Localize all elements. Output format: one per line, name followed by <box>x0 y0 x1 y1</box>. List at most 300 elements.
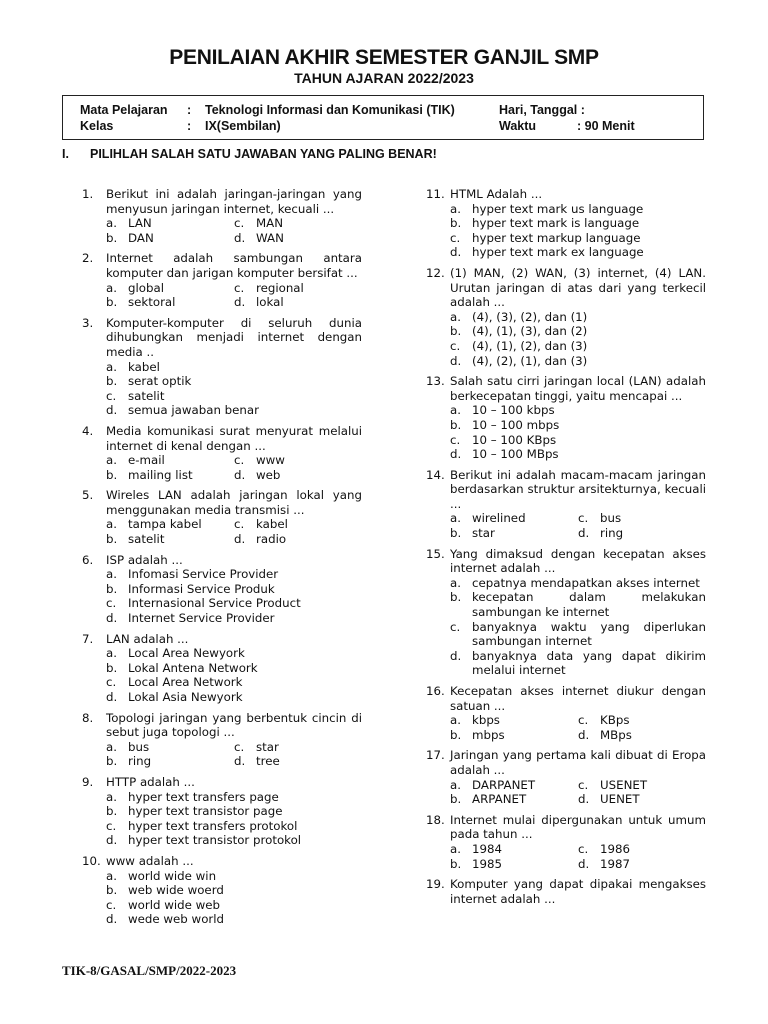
option-text: MAN <box>256 216 284 231</box>
option-text: Infomasi Service Provider <box>128 567 279 582</box>
answer-option <box>450 231 706 246</box>
option-letter: a. <box>106 517 117 532</box>
option-letter: b. <box>106 581 118 596</box>
question-number: 8. <box>82 710 94 725</box>
option-letter: b. <box>106 532 118 547</box>
question-item <box>82 488 362 546</box>
question-text: Kecepatan akses internet diukur dengan satuan ... <box>450 684 706 713</box>
option-text: mbps <box>472 727 505 742</box>
question-text: Jaringan yang pertama kali dibuat di Eropa adalah ... <box>450 748 706 777</box>
question-number: 4. <box>82 423 94 438</box>
answer-option <box>106 231 234 246</box>
question-item <box>82 854 362 927</box>
option-text: bus <box>600 511 622 526</box>
option-text: KBps <box>600 713 630 728</box>
option-letter: a. <box>450 777 461 792</box>
question-number: 3. <box>82 315 94 330</box>
option-text: hyper text markup language <box>472 230 641 245</box>
option-letter: d. <box>578 856 590 871</box>
option-letter: a. <box>106 739 117 754</box>
answer-options <box>106 517 362 546</box>
option-text: 10 – 100 KBps <box>472 432 557 447</box>
option-text: world wide win <box>128 868 217 883</box>
answer-option <box>450 202 706 217</box>
option-letter: b. <box>106 295 118 310</box>
question-item <box>82 424 362 482</box>
answer-option <box>578 778 706 793</box>
exam-info-box <box>62 95 704 140</box>
option-letter: a. <box>106 216 117 231</box>
option-letter: b. <box>106 467 118 482</box>
question-item <box>426 684 706 742</box>
option-letter: b. <box>106 230 118 245</box>
option-text: serat optik <box>128 374 192 389</box>
answer-option <box>450 792 578 807</box>
question-item <box>82 187 362 245</box>
option-letter: a. <box>106 567 117 582</box>
option-text: cepatnya mendapatkan akses internet <box>472 575 700 590</box>
option-letter: a. <box>106 359 117 374</box>
option-letter: d. <box>106 403 118 418</box>
question-column-right <box>426 187 706 912</box>
option-text: (4), (1), (3), dan (2) <box>472 324 588 339</box>
question-number: 15. <box>426 546 445 561</box>
answer-option <box>106 690 362 705</box>
option-letter: a. <box>106 453 117 468</box>
option-text: wede web world <box>128 912 225 927</box>
answer-option <box>450 857 578 872</box>
question-number: 1. <box>82 187 94 201</box>
question-number: 18. <box>426 812 445 827</box>
option-text: tree <box>256 754 280 769</box>
date-label: Hari, Tanggal : <box>499 103 585 117</box>
exam-title: PENILAIAN AKHIR SEMESTER GANJIL SMP <box>169 46 599 69</box>
question-item <box>82 632 362 705</box>
option-text: banyaknya waktu yang diperlukan sambungan internet <box>472 619 706 649</box>
option-text: Local Area Newyork <box>128 646 245 661</box>
option-letter: d. <box>234 754 246 769</box>
question-text: Media komunikasi surat menyurat melalui internet di kenal dengan ... <box>106 423 362 453</box>
option-letter: a. <box>106 646 117 661</box>
answer-option <box>450 216 706 231</box>
option-text: e-mail <box>128 453 165 468</box>
question-text: Komputer-komputer di seluruh dunia dihubungkan menjadi internet dengan media .. <box>106 315 362 359</box>
question-item <box>426 877 706 906</box>
answer-options <box>450 713 706 742</box>
question-number: 10. <box>82 853 101 868</box>
answer-options <box>106 453 362 482</box>
answer-options <box>450 202 706 260</box>
answer-option <box>578 728 706 743</box>
time-label: Waktu <box>499 119 537 133</box>
question-number: 9. <box>82 774 94 789</box>
answer-option <box>106 790 362 805</box>
answer-option <box>450 354 706 369</box>
answer-option <box>106 216 234 231</box>
option-letter: d. <box>578 727 590 742</box>
option-letter: d. <box>450 353 462 368</box>
option-text: ARPANET <box>472 792 527 807</box>
option-letter: b. <box>450 324 462 339</box>
answer-option <box>106 883 362 898</box>
answer-option <box>106 740 234 755</box>
option-text: regional <box>256 280 304 295</box>
option-text: 1984 <box>472 841 503 856</box>
option-letter: c. <box>234 280 245 295</box>
class-label: Kelas <box>80 119 114 133</box>
option-text: kbps <box>472 713 500 728</box>
section-instruction: PILIHLAH SALAH SATU JAWABAN YANG PALING BENAR! <box>90 147 437 161</box>
option-text: ring <box>128 754 152 769</box>
option-text: wirelined <box>472 511 526 526</box>
option-letter: c. <box>106 596 117 611</box>
answer-option <box>106 403 362 418</box>
option-text: hyper text mark us language <box>472 201 644 216</box>
option-text: Lokal Antena Network <box>128 660 258 675</box>
answer-options <box>106 646 362 704</box>
answer-option <box>578 526 706 541</box>
question-number: 11. <box>426 187 445 201</box>
answer-option <box>450 339 706 354</box>
answer-option <box>234 517 362 532</box>
option-text: 10 – 100 mbps <box>472 417 560 432</box>
question-text: Internet mulai dipergunakan untuk umum pada tahun ... <box>450 812 706 842</box>
option-letter: d. <box>578 792 590 807</box>
option-text: kabel <box>256 517 288 532</box>
option-text: hyper text transistor protokol <box>128 833 302 848</box>
option-text: tampa kabel <box>128 517 202 532</box>
option-text: global <box>128 280 164 295</box>
answer-option <box>450 728 578 743</box>
option-letter: b. <box>450 590 462 605</box>
question-text: HTTP adalah ... <box>106 774 195 789</box>
question-item <box>426 374 706 462</box>
option-text: 1987 <box>600 856 631 871</box>
option-letter: c. <box>578 777 589 792</box>
answer-option <box>234 216 362 231</box>
option-letter: a. <box>450 309 461 324</box>
answer-option <box>450 403 706 418</box>
option-text: 1985 <box>472 856 503 871</box>
question-item <box>82 775 362 848</box>
option-text: (4), (3), (2), dan (1) <box>472 309 588 324</box>
question-number: 6. <box>82 552 94 567</box>
answer-option <box>234 281 362 296</box>
option-text: web wide woerd <box>128 883 224 898</box>
option-text: mailing list <box>128 467 193 482</box>
option-letter: b. <box>450 417 462 432</box>
option-letter: a. <box>450 201 461 216</box>
option-text: ring <box>600 526 624 541</box>
option-letter: a. <box>450 511 461 526</box>
option-text: www <box>256 453 285 468</box>
question-item <box>82 553 362 626</box>
option-letter: b. <box>450 526 462 541</box>
question-item <box>426 547 706 678</box>
option-letter: d. <box>450 245 462 260</box>
option-letter: c. <box>106 675 117 690</box>
answer-options <box>106 869 362 927</box>
answer-option <box>578 842 706 857</box>
answer-option <box>234 453 362 468</box>
option-text: MBps <box>600 727 632 742</box>
answer-option <box>234 468 362 483</box>
option-text: 10 – 100 kbps <box>472 403 555 418</box>
answer-option <box>450 778 578 793</box>
option-text: lokal <box>256 295 284 310</box>
answer-option <box>450 511 578 526</box>
answer-option <box>106 453 234 468</box>
answer-options <box>450 778 706 807</box>
option-letter: a. <box>106 789 117 804</box>
option-text: hyper text mark ex language <box>472 245 644 260</box>
question-item <box>82 316 362 418</box>
answer-options <box>450 576 706 678</box>
option-text: world wide web <box>128 897 221 912</box>
question-text: Yang dimaksud dengan kecepatan akses internet adalah ... <box>450 546 706 576</box>
option-letter: b. <box>106 374 118 389</box>
option-text: (4), (1), (2), dan (3) <box>472 338 588 353</box>
answer-option <box>578 857 706 872</box>
option-letter: b. <box>106 754 118 769</box>
option-text: web <box>256 467 281 482</box>
option-letter: d. <box>106 833 118 848</box>
question-number: 7. <box>82 631 94 646</box>
option-letter: d. <box>234 295 246 310</box>
answer-option <box>450 649 706 678</box>
question-text: Komputer yang dapat dipakai mengakses internet adalah ... <box>450 877 706 906</box>
option-letter: d. <box>234 230 246 245</box>
option-text: Internasional Service Product <box>128 596 301 611</box>
answer-option <box>450 526 578 541</box>
question-text: (1) MAN, (2) WAN, (3) internet, (4) LAN. Urutan jaringan di atas dari yang terkecil adalah ... <box>450 265 706 310</box>
option-letter: b. <box>450 216 462 231</box>
question-text: ISP adalah ... <box>106 552 183 567</box>
question-item <box>426 748 706 806</box>
option-letter: c. <box>450 230 461 245</box>
question-text: LAN adalah ... <box>106 631 189 646</box>
answer-option <box>106 869 362 884</box>
answer-option <box>106 389 362 404</box>
question-text: Berikut ini adalah jaringan-jaringan yang menyusun jaringan internet, kecuali ... <box>106 187 362 216</box>
option-letter: a. <box>450 841 461 856</box>
option-text: 10 – 100 MBps <box>472 447 559 462</box>
question-item <box>82 711 362 769</box>
answer-options <box>106 281 362 310</box>
document-code: TIK-8/GASAL/SMP/2022-2023 <box>62 963 237 978</box>
option-letter: c. <box>578 511 589 526</box>
option-letter: d. <box>450 447 462 462</box>
option-letter: d. <box>234 532 246 547</box>
option-text: bus <box>128 739 150 754</box>
answer-option <box>106 819 362 834</box>
time-value: : 90 Menit <box>577 119 635 133</box>
option-text: WAN <box>256 230 284 245</box>
answer-option <box>234 532 362 547</box>
answer-option <box>450 310 706 325</box>
question-item <box>426 266 706 368</box>
question-number: 16. <box>426 684 445 698</box>
answer-option <box>450 620 706 649</box>
answer-options <box>450 842 706 871</box>
answer-option <box>450 576 706 591</box>
option-letter: c. <box>234 517 245 532</box>
section-number: I. <box>62 147 69 161</box>
answer-option <box>450 713 578 728</box>
option-text: LAN <box>128 216 152 231</box>
option-letter: c. <box>106 818 117 833</box>
option-letter: d. <box>578 526 590 541</box>
option-letter: c. <box>450 432 461 447</box>
option-letter: c. <box>450 338 461 353</box>
question-number: 2. <box>82 251 94 266</box>
class-value: IX(Sembilan) <box>205 119 281 133</box>
option-text: DAN <box>128 230 154 245</box>
answer-option <box>106 468 234 483</box>
option-text: satelit <box>128 532 165 547</box>
question-text: HTML Adalah ... <box>450 187 543 201</box>
question-number: 13. <box>426 374 445 389</box>
option-letter: c. <box>234 739 245 754</box>
answer-options <box>106 740 362 769</box>
option-text: (4), (2), (1), dan (3) <box>472 353 588 368</box>
question-number: 19. <box>426 877 445 892</box>
answer-option <box>578 792 706 807</box>
answer-option <box>234 740 362 755</box>
option-text: DARPANET <box>472 777 536 792</box>
question-text: Wireles LAN adalah jaringan lokal yang menggunakan media transmisi ... <box>106 488 362 517</box>
option-letter: c. <box>234 453 245 468</box>
question-text: Berikut ini adalah macam-macam jaringan berdasarkan struktur arsitekturnya, kecuali ... <box>450 467 706 511</box>
answer-option <box>106 898 362 913</box>
option-text: hyper text transistor page <box>128 804 283 819</box>
option-letter: d. <box>106 690 118 704</box>
question-column-left <box>82 187 362 933</box>
option-text: Lokal Asia Newyork <box>128 690 243 704</box>
answer-option <box>106 804 362 819</box>
answer-options <box>106 216 362 245</box>
answer-option <box>450 418 706 433</box>
answer-option <box>106 295 234 310</box>
option-text: 1986 <box>600 841 631 856</box>
option-letter: b. <box>106 883 118 898</box>
answer-options <box>450 511 706 540</box>
answer-option <box>234 295 362 310</box>
option-letter: a. <box>106 868 117 883</box>
answer-option <box>106 360 362 375</box>
answer-options <box>106 790 362 848</box>
option-text: sektoral <box>128 295 176 310</box>
academic-year: TAHUN AJARAN 2022/2023 <box>294 70 474 86</box>
class-colon: : <box>187 119 192 133</box>
option-text: Local Area Network <box>128 675 243 690</box>
option-letter: d. <box>234 467 246 482</box>
question-text: www adalah ... <box>106 853 194 868</box>
option-letter: b. <box>450 727 462 742</box>
option-text: Informasi Service Produk <box>128 581 275 596</box>
option-text: kecepatan dalam melakukan sambungan ke internet <box>472 590 706 620</box>
option-letter: c. <box>106 388 117 403</box>
option-text: UENET <box>600 792 640 807</box>
option-letter: c. <box>578 713 589 728</box>
option-text: radio <box>256 532 287 547</box>
section-heading <box>62 147 437 161</box>
option-letter: a. <box>106 280 117 295</box>
answer-option <box>106 675 362 690</box>
option-letter: a. <box>450 713 461 728</box>
option-letter: c. <box>106 897 117 912</box>
answer-options <box>106 567 362 625</box>
question-number: 12. <box>426 265 445 280</box>
answer-option <box>106 611 362 626</box>
option-text: star <box>256 739 279 754</box>
option-letter: b. <box>106 804 118 819</box>
answer-option <box>578 511 706 526</box>
option-letter: d. <box>106 611 118 626</box>
answer-options <box>450 310 706 368</box>
option-letter: d. <box>450 648 462 663</box>
answer-option <box>450 433 706 448</box>
option-letter: b. <box>450 792 462 807</box>
answer-option <box>106 754 234 769</box>
option-text: Internet Service Provider <box>128 611 275 626</box>
answer-option <box>106 517 234 532</box>
question-item <box>426 813 706 871</box>
option-text: banyaknya data yang dapat dikirim melalui internet <box>472 648 706 678</box>
answer-option <box>106 661 362 676</box>
answer-option <box>106 646 362 661</box>
option-text: hyper text mark is language <box>472 216 640 231</box>
subject-label: Mata Pelajaran <box>80 103 168 117</box>
answer-option <box>450 590 706 619</box>
answer-option <box>234 754 362 769</box>
answer-option <box>106 582 362 597</box>
question-number: 14. <box>426 467 445 482</box>
option-letter: d. <box>106 912 118 927</box>
question-number: 5. <box>82 488 94 503</box>
subject-value: Teknologi Informasi dan Komunikasi (TIK) <box>205 103 455 117</box>
question-text: Topologi jaringan yang berbentuk cincin di sebut juga topologi ... <box>106 710 362 740</box>
option-text: USENET <box>600 777 648 792</box>
answer-option <box>234 231 362 246</box>
answer-option <box>578 713 706 728</box>
option-letter: b. <box>450 856 462 871</box>
option-letter: c. <box>578 841 589 856</box>
answer-option <box>450 245 706 260</box>
answer-option <box>106 596 362 611</box>
answer-option <box>106 281 234 296</box>
answer-option <box>106 567 362 582</box>
answer-option <box>106 912 362 927</box>
option-letter: c. <box>234 216 245 231</box>
answer-options <box>450 403 706 461</box>
question-text: Internet adalah sambungan antara komputer dan jarigan komputer bersifat ... <box>106 251 362 280</box>
question-text: Salah satu cirri jaringan local (LAN) adalah berkecepatan tinggi, yaitu mencapai ... <box>450 374 706 403</box>
option-letter: c. <box>450 619 461 634</box>
question-item <box>426 468 706 541</box>
option-letter: a. <box>450 403 461 418</box>
answer-option <box>450 447 706 462</box>
answer-option <box>106 833 362 848</box>
question-item <box>426 187 706 260</box>
answer-options <box>106 360 362 418</box>
subject-colon: : <box>187 103 192 117</box>
answer-option <box>450 842 578 857</box>
option-letter: a. <box>450 575 461 590</box>
option-text: star <box>472 526 495 541</box>
answer-option <box>106 532 234 547</box>
option-text: kabel <box>128 359 160 374</box>
